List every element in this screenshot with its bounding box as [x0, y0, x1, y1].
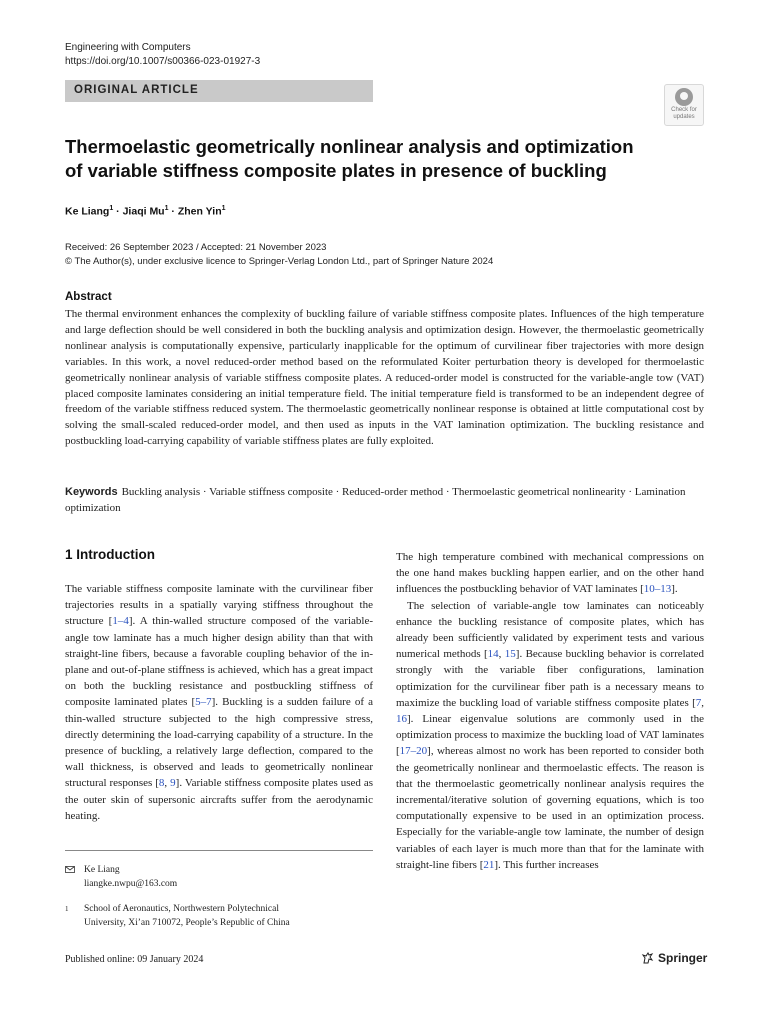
- abstract-heading: Abstract: [65, 291, 112, 303]
- author-affil-marker: 1: [109, 205, 114, 212]
- title-line: Thermoelastic geometrically nonlinear analysis and optimization: [65, 136, 634, 157]
- citation-link[interactable]: 8: [158, 777, 165, 790]
- abstract-text: The thermal environment enhances the complexity of buckling failure of variable stiffness composite plates. Influences of the high temperature and large deflection should be well considered in both the buckling analysis and optimization design. However, the thermoelastic geometrically nonlinear analysis is computationally expensive, particularly inapplicable for the optimum of curvilinear fiber trajectories with more design variables. In this work, a novel reduced-order method based on the reformulated Koiter perturbation theory is developed for thermoelastic geometrically nonlinear analysis of variable stiffness composite plates. A reduced-order model is constructed for the variable-angle tow (VAT) placed composite laminates considering an initial temperature field. The initial temperature field is transformed to be an independent degree of freedom of the variable stiffness reduced system. The thermoelastic geometrically nonlinear response is obtained at little computational cost by solving the small-scaled reduced-order model, and then used as inputs in the VAT lamination optimization. The buckling resistance and postbuckling load-carrying capability of variable stiffness plates are fully exploited.: [65, 308, 704, 448]
- affiliation-footnote: [65, 903, 290, 930]
- citation-link[interactable]: 14: [487, 648, 499, 661]
- corresponding-author-email[interactable]: liangke.nwpu@163.com: [84, 878, 178, 889]
- text-run: ]. A thin-walled structure composed of the variable-angle tow laminate has a much higher design ability than that with straight-line fibers, because a favorable coupling behavior of the in-plane and out-of-plane stiffness is achieved, which has a great impact on both the buckling resistance and postbuckling stiffness of composite laminated plates [: [65, 615, 374, 709]
- author-affil-marker: 1: [221, 205, 226, 212]
- citation-link[interactable]: 21: [483, 858, 495, 871]
- text-run: The high temperature combined with mechanical compressions on the one hand makes buckling happen earlier, and on the other hand influences the postbuckling behavior of VAT laminates [: [396, 551, 704, 596]
- text-run: ]. Because buckling behavior is correlated strongly with the variable fiber configurations, lamination optimization for the curvilinear fiber path is a necessary means to maximize the buckling load of variable stiffness composite plates [: [396, 648, 705, 709]
- paragraph: [396, 598, 704, 873]
- text-run: ]. Linear eigenvalue solutions are commonly used in the optimization process to maximize the buckling load of VAT laminates [: [396, 713, 704, 758]
- text-run: The selection of variable-angle tow laminates can noticeably enhance the buckling resistance of composite plates, which has already been sufficiently validated by experiment tests and various numerical methods [: [396, 599, 704, 661]
- text-run: ,: [164, 777, 171, 790]
- text-run: ]. Buckling is a sudden failure of a thin-walled structure subjected to the high compressive stress, directly determining the load-carrying capability of a structure. In the presence of buckling, a relatively large deflection, compared to the wall thickness, is observed and leads to geometrically nonlinear structural responses [: [65, 696, 373, 790]
- copyright-notice: © The Author(s), under exclusive licence to Springer-Verlag London Ltd., part of Springer Nature 2024: [65, 256, 494, 267]
- citation-link[interactable]: 17–20: [399, 745, 428, 758]
- text-run: ,: [701, 696, 704, 709]
- introduction-heading: 1 Introduction: [65, 547, 155, 562]
- publisher-name: Springer: [658, 951, 708, 965]
- citation-link[interactable]: 1–4: [112, 615, 129, 628]
- article-dates: [65, 241, 493, 269]
- citation-link[interactable]: 15: [504, 648, 516, 661]
- author-separator: ·: [113, 205, 123, 218]
- springer-horse-icon: [641, 951, 655, 965]
- citation-link[interactable]: 5–7: [195, 696, 212, 709]
- author-name[interactable]: Jiaqi Mu: [122, 205, 165, 218]
- keywords-text: Buckling analysis · Variable stiffness composite · Reduced-order method · Thermoelastic geometrical nonlinearity · Lamination optimization: [65, 486, 686, 514]
- check-updates-icon: [675, 88, 693, 106]
- right-column: [396, 549, 704, 873]
- published-date: Published online: 09 January 2024: [65, 954, 204, 965]
- paragraph: [65, 581, 373, 824]
- author-name[interactable]: Ke Liang: [65, 205, 110, 218]
- affiliation-line: University, Xi’an 710072, People’s Republic of China: [84, 917, 290, 928]
- text-run: ,: [498, 648, 505, 661]
- citation-link[interactable]: 7: [695, 696, 702, 709]
- check-for-updates-badge[interactable]: [664, 84, 704, 126]
- author-affil-marker: 1: [164, 205, 169, 212]
- footnote-divider: [65, 850, 373, 851]
- corresponding-author: [65, 864, 177, 891]
- text-run: ].: [671, 583, 678, 596]
- doi-link[interactable]: https://doi.org/10.1007/s00366-023-01927-3: [65, 56, 261, 67]
- author-separator: ·: [168, 205, 178, 218]
- affiliation-line: School of Aeronautics, Northwestern Polytechnical: [84, 904, 279, 914]
- title-line: of variable stiffness composite plates in presence of buckling: [65, 160, 607, 181]
- citation-link[interactable]: 10–13: [643, 583, 672, 596]
- paragraph: [396, 549, 704, 598]
- article-title: [65, 135, 685, 183]
- keywords-block: [65, 485, 704, 517]
- citation-link[interactable]: 9: [170, 777, 176, 790]
- publisher-logo: [641, 951, 707, 965]
- text-run: ]. This further increases: [494, 858, 599, 871]
- text-run: The variable stiffness composite laminate with the curvilinear fiber trajectories results in a spatially varying stiffness throughout the structure [: [65, 583, 373, 628]
- citation-link[interactable]: 16: [396, 713, 407, 726]
- left-column: [65, 581, 373, 824]
- text-run: ]. Variable stiffness composite plates used as the outer skin of supersonic aircrafts suffer from the aerodynamic heating.: [65, 777, 374, 822]
- check-updates-label: Check for updates: [671, 107, 697, 120]
- journal-name: Engineering with Computers: [65, 42, 191, 53]
- text-run: ], whereas almost no work has been reported to consider both the geometrically nonlinear and thermoelastic effects. The reason is that the thermoelastic geometrically nonlinear analysis requires the incremental/iterative solution of governing equations, which is too computationally expensive to be used in an optimization process. Especially for the variable-angle tow laminate, the number of design variables of each layer is much more than that for the laminate with straight-line fibers [: [396, 745, 704, 871]
- author-list: [65, 205, 226, 218]
- journal-header: [65, 41, 260, 69]
- article-type-label: ORIGINAL ARTICLE: [74, 84, 199, 96]
- author-name[interactable]: Zhen Yin: [177, 205, 222, 218]
- received-accepted-dates: Received: 26 September 2023 / Accepted: 21 November 2023: [65, 242, 327, 253]
- affiliation-number: 1: [65, 905, 69, 913]
- article-type-bar: [65, 80, 373, 102]
- corresponding-author-name: Ke Liang: [84, 865, 120, 875]
- keywords-label: Keywords: [65, 486, 118, 498]
